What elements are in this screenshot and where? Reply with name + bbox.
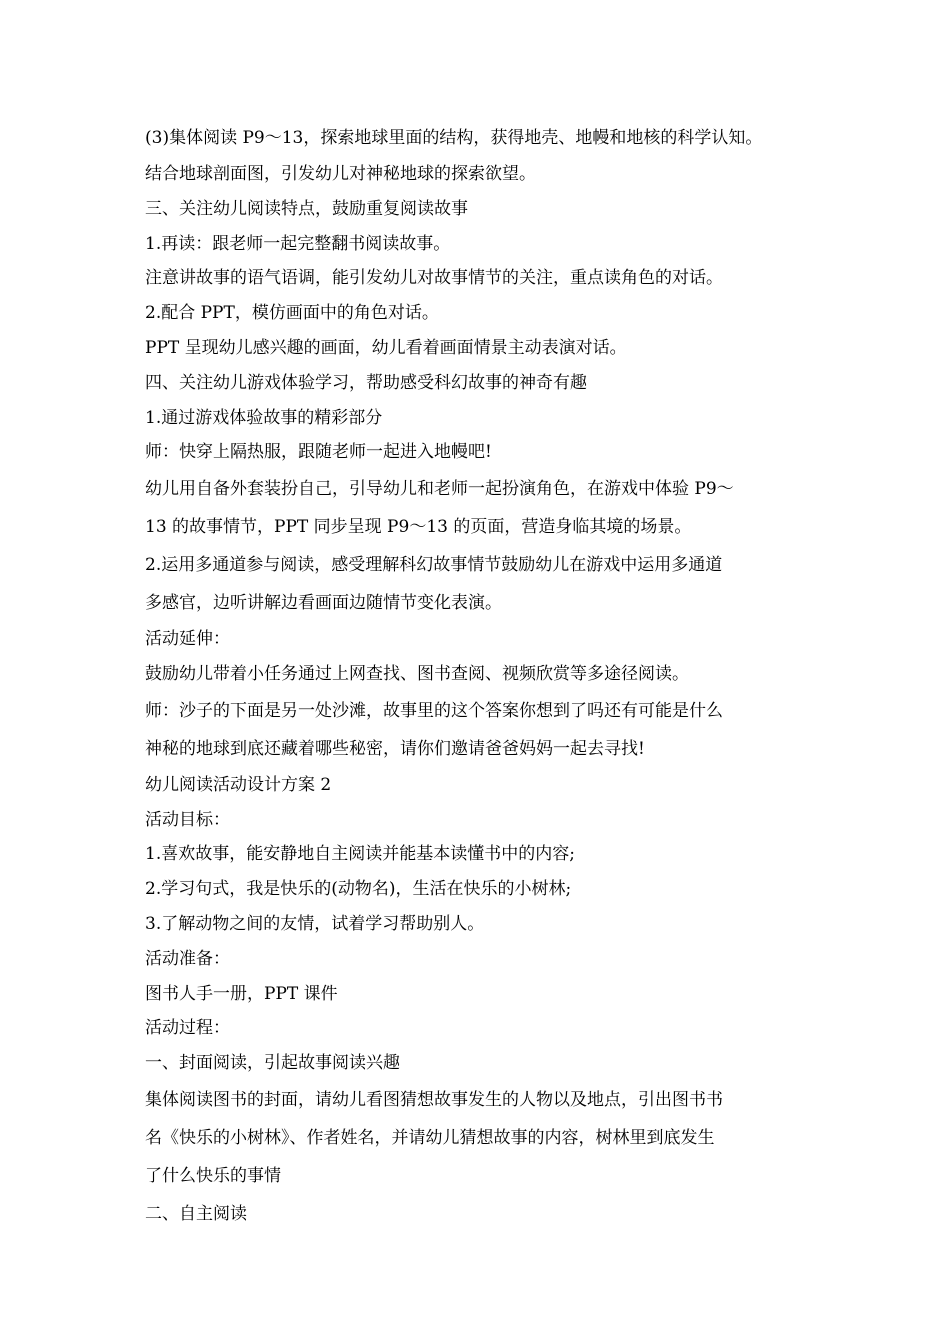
paragraph-line: 2.运用多通道参与阅读，感受理解科幻故事情节鼓励幼儿在游戏中运用多通道 xyxy=(145,555,723,576)
paragraph-line: 图书人手一册，PPT 课件 xyxy=(145,983,338,1004)
paragraph-line: (3)集体阅读 P9～13，探索地球里面的结构，获得地壳、地幔和地核的科学认知。 xyxy=(145,128,763,148)
document-title: 幼儿阅读活动设计方案 2 xyxy=(145,774,332,795)
paragraph-line: 1.通过游戏体验故事的精彩部分 xyxy=(145,407,383,428)
paragraph-line: 鼓励幼儿带着小任务通过上网查找、图书查阅、视频欣赏等多途径阅读。 xyxy=(145,663,689,684)
paragraph-line: 神秘的地球到底还藏着哪些秘密，请你们邀请爸爸妈妈一起去寻找! xyxy=(145,738,645,759)
section-heading: 活动准备： xyxy=(145,948,230,969)
paragraph-line: 师：快穿上隔热服，跟随老师一起进入地幔吧! xyxy=(145,442,492,463)
paragraph-line: 1.再读：跟老师一起完整翻书阅读故事。 xyxy=(145,233,451,254)
paragraph-line: 注意讲故事的语气语调，能引发幼儿对故事情节的关注，重点读角色的对话。 xyxy=(145,268,723,289)
paragraph-line: 师：沙子的下面是另一处沙滩，故事里的这个答案你想到了吗还有可能是什么 xyxy=(145,700,723,721)
paragraph-line: 幼儿用自备外套装扮自己，引导幼儿和老师一起扮演角色，在游戏中体验 P9～ xyxy=(145,479,734,500)
paragraph-line: 名《快乐的小树林》、作者姓名，并请幼儿猜想故事的内容，树林里到底发生 xyxy=(145,1127,715,1148)
document-body xyxy=(145,119,815,1233)
list-item: 2.学习句式，我是快乐的(动物名)，生活在快乐的小树林; xyxy=(145,879,572,900)
paragraph-line: 13 的故事情节，PPT 同步呈现 P9～13 的页面，营造身临其境的场景。 xyxy=(145,517,692,538)
section-heading: 活动目标： xyxy=(145,809,230,830)
paragraph-line: 集体阅读图书的封面，请幼儿看图猜想故事发生的人物以及地点，引出图书书 xyxy=(145,1089,723,1110)
paragraph-line: 2.配合 PPT，模仿画面中的角色对话。 xyxy=(145,303,439,324)
paragraph-line: 了什么快乐的事情 xyxy=(145,1165,281,1186)
paragraph-line: 多感官，边听讲解边看画面边随情节变化表演。 xyxy=(145,593,502,614)
section-heading: 四、关注幼儿游戏体验学习，帮助感受科幻故事的神奇有趣 xyxy=(145,372,587,393)
paragraph-line: 结合地球剖面图，引发幼儿对神秘地球的探索欲望。 xyxy=(145,164,536,184)
section-heading: 三、关注幼儿阅读特点，鼓励重复阅读故事 xyxy=(145,198,468,219)
section-heading: 二、自主阅读 xyxy=(145,1203,247,1224)
list-item: 1.喜欢故事，能安静地自主阅读并能基本读懂书中的内容; xyxy=(145,844,575,865)
section-heading: 一、封面阅读，引起故事阅读兴趣 xyxy=(145,1053,400,1074)
section-heading: 活动延伸： xyxy=(145,629,230,650)
section-heading: 活动过程： xyxy=(145,1018,230,1039)
list-item: 3.了解动物之间的友情，试着学习帮助别人。 xyxy=(145,913,485,934)
paragraph-line: PPT 呈现幼儿感兴趣的画面，幼儿看着画面情景主动表演对话。 xyxy=(145,337,627,358)
